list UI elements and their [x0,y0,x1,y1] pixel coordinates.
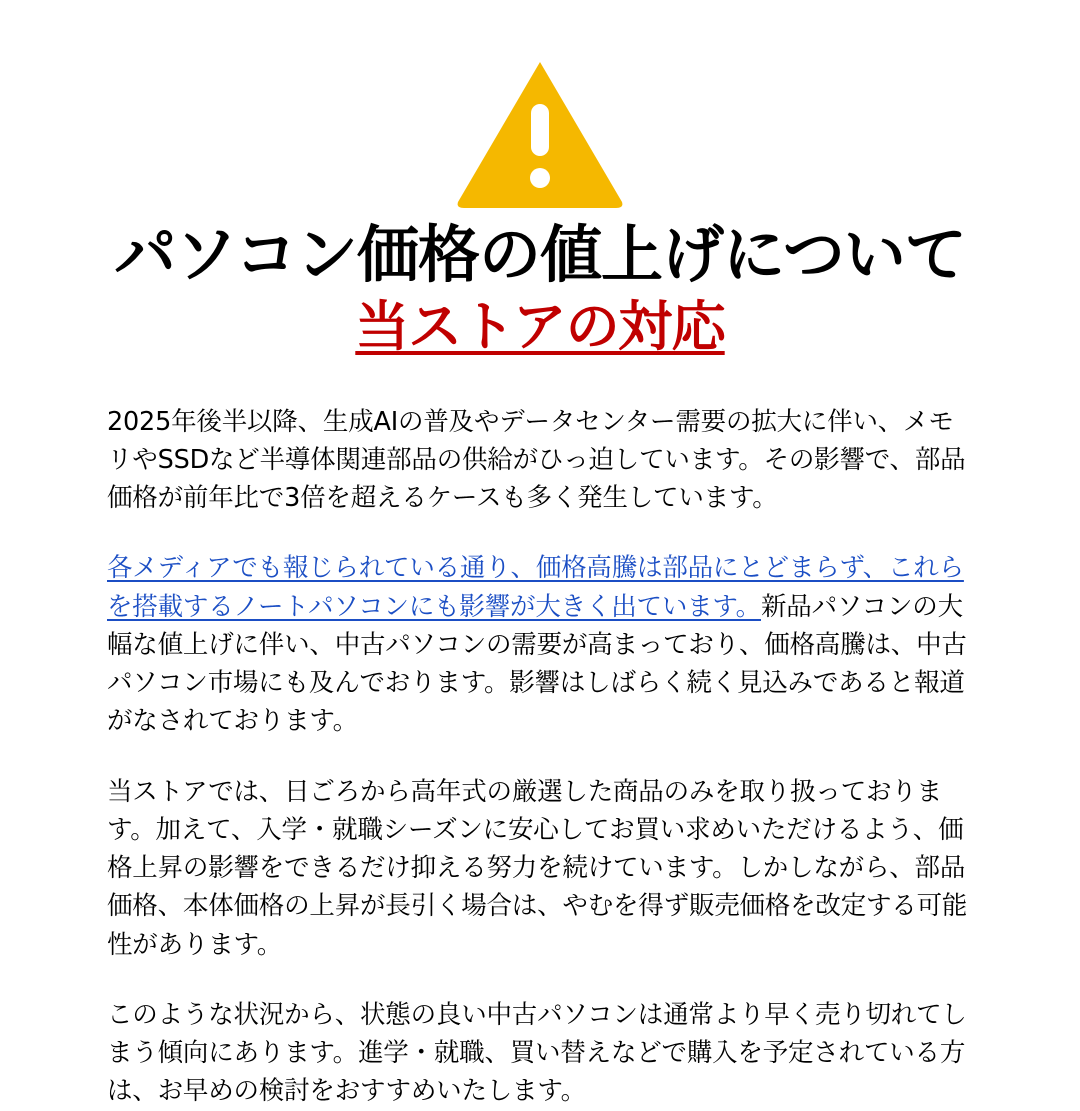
page-title: パソコン価格の値上げについて [114,218,966,291]
paragraph-intro: 2025年後半以降、生成AIの普及やデータセンター需要の拡大に伴い、メモリやSSDなど半導体関連部品の供給がひっ迫しています。その影響で、部品価格が前年比で3倍を超えるケースも多く発生しています。 [107,406,966,514]
notice-body [107,403,973,1111]
headline-block [0,218,1080,359]
page-subtitle: 当ストアの対応 [355,294,725,358]
paragraph-media-rest: 新品パソコンの大幅な値上げに伴い、中古パソコンの需要が高まっており、価格高騰は、中古パソコン市場にも及んでおります。影響はしばらく続く見込みであると報道がなされております。 [107,591,967,737]
paragraph-alert: このような状況から、状態の良い中古パソコンは通常より早く売り切れてしまう傾向にあります。進学・就職、買い替えなどで購入を予定されている方は、お早めの検討をおすすめいたします。 [107,999,967,1107]
paragraph-media [107,549,973,740]
paragraph-store-policy: 当ストアでは、日ごろから高年式の厳選した商品のみを取り扱っております。加えて、入学・就職シーズンに安心してお買い求めいただけるよう、価格上昇の影響をできるだけ抑える努力を続けています。しかしながら、部品価格、本体価格の上昇が長引く場合は、やむを得ず販売価格を改定する可能性があります。 [107,776,968,960]
warning-triangle-icon [456,56,624,208]
media-report-link[interactable]: 各メディアでも報じられている通り、価格高騰は部品にとどまらず、これらを搭載するノートパソコンにも影響が大きく出ています。 [107,553,964,622]
